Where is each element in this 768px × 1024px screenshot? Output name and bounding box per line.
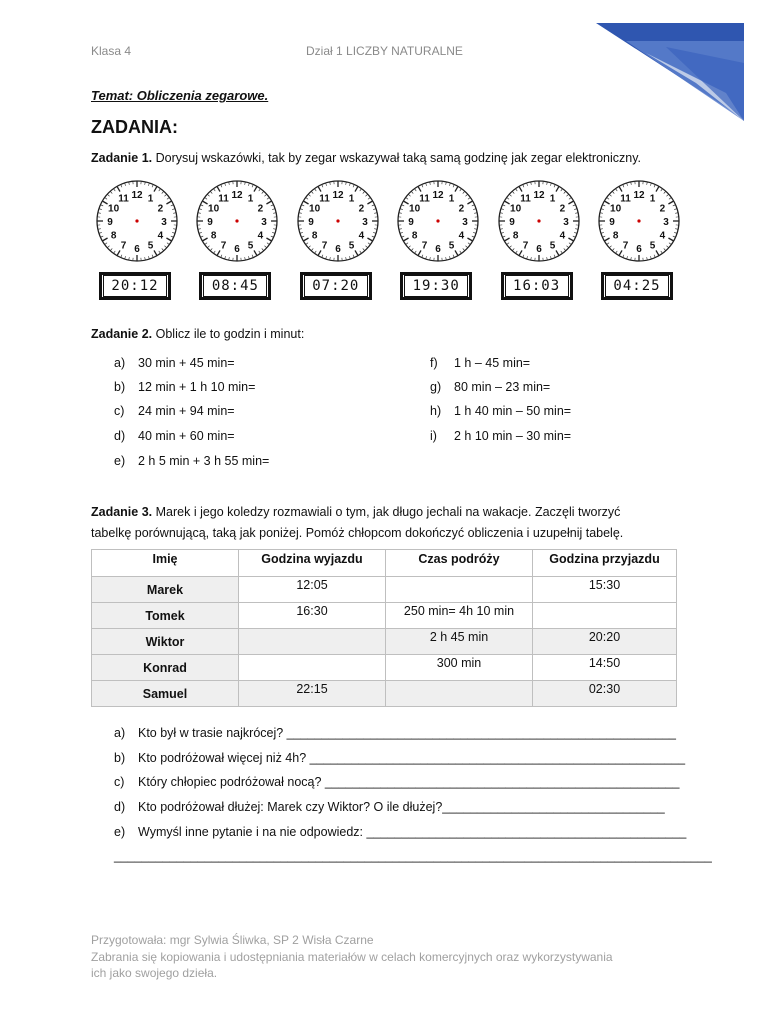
header-name: Imię [92,550,239,577]
clock-number: 7 [120,240,127,252]
clock-center-dot [437,219,440,222]
clock-number: 1 [549,193,555,205]
clock-number: 11 [218,193,230,205]
clock-number: 9 [508,217,515,228]
analog-clock-face[interactable] [496,180,582,264]
clock-number: 8 [612,230,619,242]
clock-number: 11 [620,193,631,205]
clock-number: 10 [208,203,220,215]
digital-clock [601,272,673,300]
clock-number: 12 [432,190,444,201]
clock-number: 4 [157,230,164,242]
task2-text: Oblicz ile to godzin i minut: [152,327,305,341]
clock-number: 7 [421,240,428,252]
clock-number: 10 [108,203,120,215]
clock-number: 7 [321,240,328,252]
exercise-e: e) 2 h 5 min + 3 h 55 min= [114,454,270,468]
digital-time: 04:25 [605,275,669,297]
digital-clock [400,272,472,300]
clock-number: 5 [649,240,656,252]
clock-number: 12 [633,190,645,201]
exercise-i: i) 2 h 10 min – 30 min= [430,429,572,443]
clock-number: 11 [519,193,531,205]
header-duration: Czas podróży [386,550,533,577]
clock-number: 11 [419,193,430,205]
digital-time: 19:30 [404,275,468,297]
clock-number: 4 [659,230,666,242]
clock-center-dot [637,219,640,222]
clock-number: 6 [335,244,341,255]
header-departure: Godzina wyjazdu [239,550,386,577]
clock-number: 6 [435,244,441,255]
header-chapter: Dział 1 LICZBY NATURALNE [306,44,463,58]
clock-number: 8 [512,230,518,242]
clock-number: 12 [332,190,344,201]
task3-instruction [91,502,623,544]
clock-number: 5 [348,240,355,252]
task2-instruction [91,324,304,345]
clock-number: 10 [509,203,521,215]
clock-number: 6 [636,244,642,255]
clock-number: 6 [234,244,241,255]
clock-number: 2 [257,203,264,215]
clock-center-dot [135,219,138,222]
clock-number: 4 [358,230,364,242]
clock-number: 9 [609,217,615,228]
clock-number: 7 [221,240,227,252]
task3-label: Zadanie 3. [91,505,153,519]
travel-table [91,549,677,707]
clock-number: 3 [663,217,669,228]
clock-number: 10 [308,203,320,215]
clock-center-dot [537,219,540,222]
task1-label: Zadanie 1. [91,151,153,165]
footer-copyright-1: Zabrania się kopiowania i udostępniania materiałów w celach komercyjnych oraz wykorzystywania [91,949,613,964]
analog-clock-face[interactable] [194,180,280,264]
analog-clock-face[interactable] [295,180,381,264]
clock-number: 3 [161,217,167,228]
table-row: Wiktor 2 h 45 min 20:20 [92,629,677,655]
clocks-row [92,180,692,310]
corner-decoration [596,23,744,123]
digital-clock [501,272,573,300]
exercise-d: d) 40 min + 60 min= [114,429,235,443]
digital-time: 07:20 [304,275,368,297]
clock-number: 9 [308,217,314,228]
question-d: d) Kto podróżował dłużej: Marek czy Wiktor? O ile dłużej?________________________________ [114,800,665,814]
table-row: Marek 12:05 15:30 [92,577,677,603]
footer [91,932,613,982]
clock-number: 3 [362,217,368,228]
question-c: c) Który chłopiec podróżował nocą? ___________________________________________________ [114,775,680,789]
digital-time: 08:45 [203,275,267,297]
clock-number: 4 [458,230,465,242]
clock-number: 4 [559,230,565,242]
clock-number: 3 [462,217,468,228]
table-row: Konrad 300 min 14:50 [92,655,677,681]
clock-number: 10 [610,203,622,215]
exercise-c: c) 24 min + 94 min= [114,404,235,418]
clock-number: 8 [110,230,117,242]
clock-number: 9 [408,217,414,228]
table-header-row [92,550,677,577]
analog-clock-face[interactable] [596,180,682,264]
clock-number: 10 [409,203,421,215]
digital-clock [199,272,271,300]
exercise-a: a) 30 min + 45 min= [114,356,235,370]
clock-number: 11 [319,193,330,205]
clock-number: 2 [358,203,364,215]
footer-copyright-2: ich jako swojego dzieła. [91,966,218,980]
exercise-g: g) 80 min – 23 min= [430,380,551,394]
clock-number: 3 [261,217,268,228]
clock-number: 5 [147,240,154,252]
digital-clock [300,272,372,300]
digital-clock [99,272,171,300]
clock-number: 1 [147,193,154,205]
question-a: a) Kto był w trasie najkrócej? ________________________________________________________ [114,726,676,740]
clock-number: 2 [458,203,465,215]
exercise-b: b) 12 min + 1 h 10 min= [114,380,256,394]
task1-text: Dorysuj wskazówki, tak by zegar wskazywał taką samą godzinę jak zegar elektroniczny. [152,151,641,165]
clock-number: 8 [311,230,318,242]
analog-clock-face[interactable] [94,180,180,264]
clock-number: 3 [562,217,569,228]
clock-number: 2 [157,203,164,215]
exercise-f: f) 1 h – 45 min= [430,356,531,370]
clock-number: 2 [559,203,565,215]
clock-number: 2 [659,203,666,215]
table-row: Samuel 22:15 02:30 [92,681,677,707]
clock-number: 8 [412,230,418,242]
clock-number: 5 [549,240,555,252]
clock-number: 12 [533,190,545,201]
clock-number: 1 [348,193,355,205]
footer-author: Przygotowała: mgr Sylwia Śliwka, SP 2 Wisła Czarne [91,933,374,947]
table-row: Tomek 16:30 250 min= 4h 10 min [92,603,677,629]
clock-number: 5 [448,240,455,252]
clock-number: 7 [522,240,528,252]
clock-center-dot [336,219,339,222]
clock-number: 6 [134,244,140,255]
clock-number: 9 [107,217,113,228]
question-e: e) Wymyśl inne pytanie i na nie odpowiedz: ______________________________________________ [114,825,687,839]
digital-time: 20:12 [103,275,167,297]
clock-number: 1 [448,193,455,205]
task3-text-line2: tabelkę porównującą, taką jak poniżej. Pomóż chłopcom dokończyć obliczenia i uzupełnij tabelę. [91,526,624,540]
clock-number: 5 [248,240,254,252]
task1-instruction [91,148,641,169]
analog-clock-face[interactable] [395,180,481,264]
tasks-heading: ZADANIA: [91,117,178,137]
clock-number: 7 [622,240,629,252]
header-class: Klasa 4 [91,44,132,58]
clock-center-dot [236,219,239,222]
clock-number: 6 [535,244,542,255]
clock-number: 12 [131,190,143,201]
digital-time: 16:03 [505,275,569,297]
answer-line: ______________________________________________________________________________________ [114,849,712,863]
clock-number: 1 [248,193,254,205]
task3-text-line1: Marek i jego koledzy rozmawiali o tym, jak długo jechali na wakacje. Zaczęli tworzyć [152,505,621,519]
task2-label: Zadanie 2. [91,327,153,341]
clock-number: 8 [211,230,217,242]
clock-number: 9 [207,217,214,228]
clock-number: 12 [231,190,243,201]
question-b: b) Kto podróżował więcej niż 4h? ______________________________________________________ [114,751,686,765]
exercise-h: h) 1 h 40 min – 50 min= [430,404,572,418]
topic-title: Temat: Obliczenia zegarowe. [91,88,269,103]
clock-number: 4 [257,230,264,242]
clock-number: 1 [649,193,656,205]
header-arrival: Godzina przyjazdu [533,550,677,577]
clock-number: 11 [118,193,129,205]
